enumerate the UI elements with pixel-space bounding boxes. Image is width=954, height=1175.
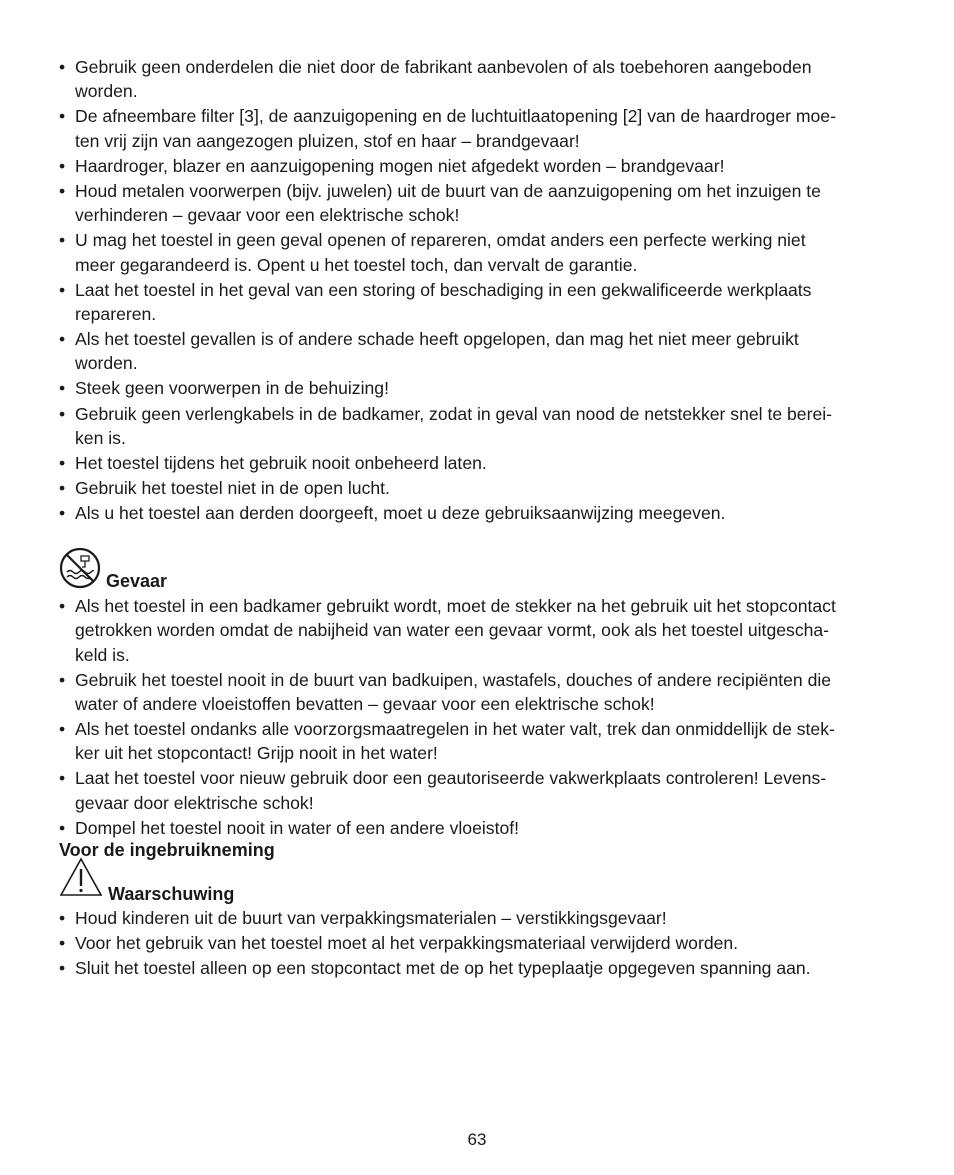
list-item bbox=[59, 278, 899, 327]
list-item bbox=[59, 476, 899, 500]
list-item bbox=[59, 104, 899, 153]
list-item-line: ken is. bbox=[75, 427, 126, 448]
no-water-hairdryer-icon bbox=[59, 547, 101, 589]
list-item-line: Houd metalen voorwerpen (bijv. juwelen) uit de buurt van de aanzuigopening om het inzuigen te bbox=[75, 180, 821, 201]
list-item-line: worden. bbox=[75, 353, 138, 374]
list-item bbox=[59, 816, 899, 840]
danger-heading: Gevaar bbox=[106, 571, 168, 591]
warning-list bbox=[59, 906, 899, 981]
list-item bbox=[59, 179, 899, 228]
list-item-line: Als het toestel in een badkamer gebruikt wordt, moet de stekker na het gebruik uit het stopcontact bbox=[75, 596, 836, 616]
list-item-line: Als u het toestel aan derden doorgeeft, moet u deze gebruiksaanwijzing meegeven. bbox=[75, 503, 726, 524]
list-item-line: Laat het toestel voor nieuw gebruik door een geautoriseerde vakwerkplaats controleren! Levens- bbox=[75, 768, 827, 789]
list-item-line: getrokken worden omdat de nabijheid van water een gevaar vormt, ook als het toestel uitgescha- bbox=[75, 620, 830, 641]
danger-list bbox=[59, 594, 899, 841]
bullet-marker: • bbox=[59, 230, 66, 251]
bullet-marker: • bbox=[59, 378, 66, 399]
list-item-line: Laat het toestel in het geval van een storing of beschadiging in een gekwalificeerde werkplaats bbox=[75, 279, 812, 300]
list-item bbox=[59, 451, 899, 475]
list-item-line: Houd kinderen uit de buurt van verpakkingsmaterialen – verstikkingsgevaar! bbox=[75, 908, 667, 928]
bullet-marker: • bbox=[59, 596, 66, 616]
list-item-line: U mag het toestel in geen geval openen of repareren, omdat anders een perfecte werking niet bbox=[75, 230, 806, 251]
list-item bbox=[59, 402, 899, 451]
warning-triangle-icon bbox=[59, 857, 103, 897]
list-item bbox=[59, 55, 899, 104]
list-item-line: Haardroger, blazer en aanzuigopening mogen niet afgedekt worden – brandgevaar! bbox=[75, 155, 725, 176]
list-item-line: verhinderen – gevaar voor een elektrische schok! bbox=[75, 205, 460, 226]
list-item-line: meer gegarandeerd is. Opent u het toestel toch, dan vervalt de garantie. bbox=[75, 254, 638, 275]
list-item-line: De afneembare filter [3], de aanzuigopening en de luchtuitlaatopening [2] van de haardroger moe- bbox=[75, 106, 836, 127]
bullet-marker: • bbox=[59, 719, 66, 740]
bullet-marker: • bbox=[59, 329, 66, 350]
bullet-marker: • bbox=[59, 817, 66, 838]
bullet-marker: • bbox=[59, 180, 66, 201]
bullet-marker: • bbox=[59, 503, 66, 524]
bullet-marker: • bbox=[59, 908, 66, 928]
bullet-marker: • bbox=[59, 57, 66, 77]
warning-heading: Waarschuwing bbox=[108, 884, 235, 904]
list-item-line: Als het toestel ondanks alle voorzorgsmaatregelen in het water valt, trek dan onmiddellijk de stek- bbox=[75, 719, 835, 740]
bullet-marker: • bbox=[59, 155, 66, 176]
bullet-marker: • bbox=[59, 768, 66, 789]
list-item-line: Gebruik geen verlengkabels in de badkamer, zodat in geval van nood de netstekker snel te berei- bbox=[75, 403, 833, 424]
list-item bbox=[59, 766, 899, 815]
bullet-marker: • bbox=[59, 452, 66, 473]
list-item bbox=[59, 154, 899, 178]
list-item-line: Als het toestel gevallen is of andere schade heeft opgelopen, dan mag het niet meer gebruikt bbox=[75, 329, 799, 350]
list-item bbox=[59, 327, 899, 376]
list-item-line: keld is. bbox=[75, 644, 130, 665]
list-item-line: worden. bbox=[75, 81, 138, 102]
list-item-line: Gebruik geen onderdelen die niet door de fabrikant aanbevolen of als toebehoren aangeboden bbox=[75, 57, 812, 77]
bullet-marker: • bbox=[59, 106, 66, 127]
general-safety-list bbox=[59, 55, 899, 526]
list-item-line: Het toestel tijdens het gebruik nooit onbeheerd laten. bbox=[75, 452, 487, 473]
list-item bbox=[59, 668, 899, 717]
list-item bbox=[59, 594, 899, 667]
list-item-line: water of andere vloeistoffen bevatten – gevaar voor een elektrische schok! bbox=[75, 693, 655, 714]
list-item-line: ker uit het stopcontact! Grijp nooit in het water! bbox=[75, 743, 438, 764]
bullet-marker: • bbox=[59, 279, 66, 300]
list-item bbox=[59, 228, 899, 277]
bullet-marker: • bbox=[59, 958, 66, 979]
list-item bbox=[59, 931, 899, 955]
setup-heading: Voor de ingebruikneming bbox=[59, 840, 275, 860]
list-item-line: gevaar door elektrische schok! bbox=[75, 792, 314, 813]
list-item-line: Dompel het toestel nooit in water of een andere vloeistof! bbox=[75, 817, 520, 838]
list-item-line: repareren. bbox=[75, 303, 157, 324]
list-item-line: Voor het gebruik van het toestel moet al het verpakkingsmateriaal verwijderd worden. bbox=[75, 933, 739, 954]
list-item bbox=[59, 717, 899, 766]
bullet-marker: • bbox=[59, 669, 66, 690]
bullet-marker: • bbox=[59, 933, 66, 954]
bullet-marker: • bbox=[59, 403, 66, 424]
list-item bbox=[59, 501, 899, 525]
list-item-line: Sluit het toestel alleen op een stopcontact met de op het typeplaatje opgegeven spanning aan. bbox=[75, 958, 811, 979]
bullet-marker: • bbox=[59, 478, 66, 499]
list-item-line: Gebruik het toestel niet in de open lucht. bbox=[75, 478, 390, 499]
list-item-line: Steek geen voorwerpen in de behuizing! bbox=[75, 378, 389, 399]
list-item bbox=[59, 376, 899, 400]
page-number: 63 bbox=[467, 1130, 487, 1149]
list-item-line: ten vrij zijn van aangezogen pluizen, stof en haar – brandgevaar! bbox=[75, 130, 580, 151]
list-item-line: Gebruik het toestel nooit in de buurt van badkuipen, wastafels, douches of andere recipiënten die bbox=[75, 669, 832, 690]
list-item bbox=[59, 956, 899, 980]
list-item bbox=[59, 906, 899, 930]
